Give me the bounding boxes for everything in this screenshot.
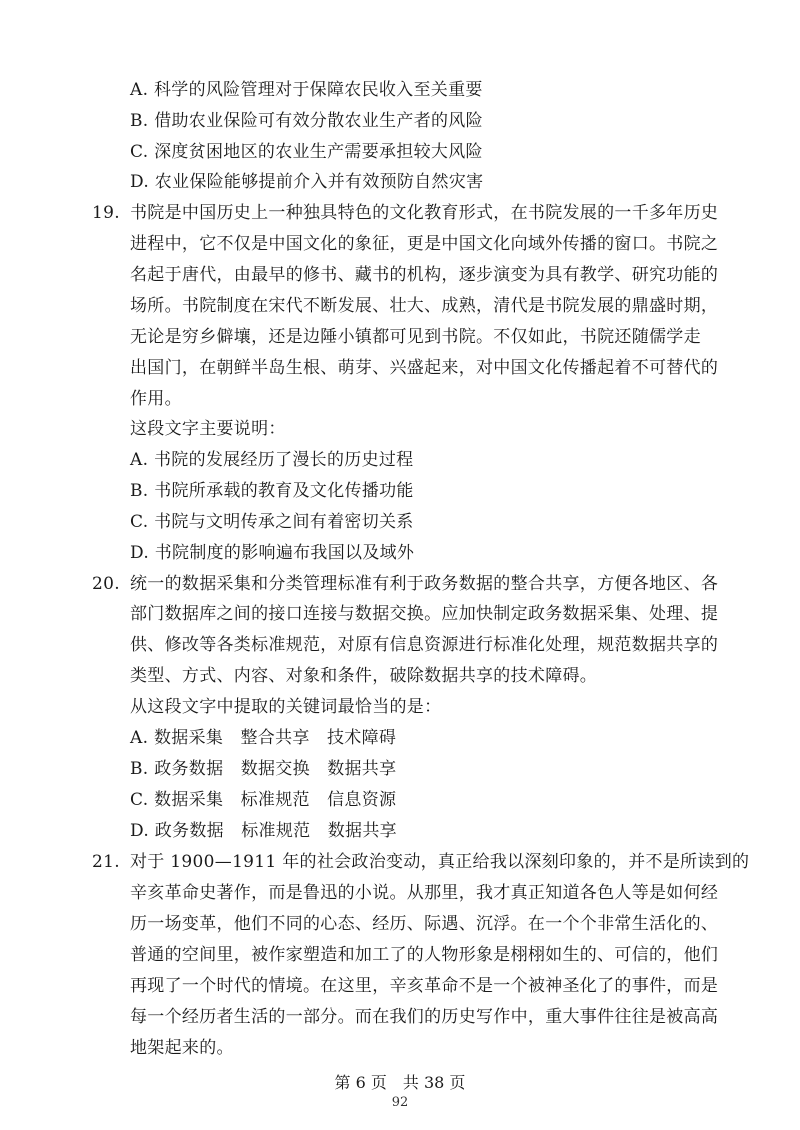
q20-option-a: A. 数据采集 整合共享 技术障碍 bbox=[130, 728, 397, 748]
q21-number: 21. bbox=[92, 852, 120, 872]
q20-text-line: 供、修改等各类标准规范，对原有信息资源进行标准化处理，规范数据共享的 bbox=[130, 635, 719, 655]
q20-option-c: C. 数据采集 标准规范 信息资源 bbox=[130, 790, 397, 810]
q19-text-line: 名起于唐代，由最早的修书、藏书的机构，逐步演变为具有教学、研究功能的 bbox=[130, 265, 719, 285]
q19-text-line: 进程中，它不仅是中国文化的象征，更是中国文化向域外传播的窗口。书院之 bbox=[130, 234, 719, 254]
q20-text-line: 类型、方式、内容、对象和条件，破除数据共享的技术障碍。 bbox=[130, 666, 598, 686]
q21-text-line: 地架起来的。 bbox=[130, 1038, 234, 1058]
q21-text-line: 对于 1900—1911 年的社会政治变动，真正给我以深刻印象的，并不是所读到的 bbox=[130, 852, 750, 872]
q21-text-line: 辛亥革命史著作，而是鲁迅的小说。从那里，我才真正知道各色人等是如何经 bbox=[130, 883, 719, 903]
q19-number: 19. bbox=[92, 203, 120, 223]
q20-text-line: 统一的数据采集和分类管理标准有利于政务数据的整合共享，方便各地区、各 bbox=[130, 574, 719, 594]
q19-text-line: 作用。 bbox=[130, 389, 182, 409]
q20-text-line: 部门数据库之间的接口连接与数据交换。应加快制定政务数据采集、处理、提 bbox=[130, 604, 719, 624]
q21-text-line: 再现了一个时代的情境。在这里，辛亥革命不是一个被神圣化了的事件，而是 bbox=[130, 976, 719, 996]
q18-option-c: C. 深度贫困地区的农业生产需要承担较大风险 bbox=[130, 142, 483, 162]
q20-option-b: B. 政务数据 数据交换 数据共享 bbox=[130, 759, 397, 779]
q19-text-line: 书院是中国历史上一种独具特色的文化教育形式，在书院发展的一千多年历史 bbox=[130, 203, 719, 223]
q21-text-line: 历一场变革，他们不同的心态、经历、际遇、沉浮。在一个个非常生活化的、 bbox=[130, 914, 719, 934]
q19-text-line: 出国门，在朝鲜半岛生根、萌芽、兴盛起来，对中国文化传播起着不可替代的 bbox=[130, 358, 719, 378]
q19-text-line: 场所。书院制度在宋代不断发展、壮大、成熟，清代是书院发展的鼎盛时期， bbox=[130, 296, 719, 316]
q19-option-a: A. 书院的发展经历了漫长的历史过程 bbox=[130, 450, 414, 470]
q19-option-c: C. 书院与文明传承之间有着密切关系 bbox=[130, 512, 414, 532]
q19-option-d: D. 书院制度的影响遍布我国以及域外 bbox=[130, 543, 415, 563]
q18-option-b: B. 借助农业保险可有效分散农业生产者的风险 bbox=[130, 111, 483, 131]
q20-number: 20. bbox=[92, 574, 120, 594]
q18-option-a: A. 科学的风险管理对于保障农民收入至关重要 bbox=[130, 80, 483, 100]
q19-prompt: 这段文字主要说明： bbox=[130, 419, 286, 439]
q20-option-d: D. 政务数据 标准规范 数据共享 bbox=[130, 821, 397, 841]
sheet-number: 92 bbox=[391, 1095, 409, 1110]
q18-option-d: D. 农业保险能够提前介入并有效预防自然灾害 bbox=[130, 172, 484, 192]
q19-text-line: 无论是穷乡僻壤，还是边陲小镇都可见到书院。不仅如此，书院还随儒学走 bbox=[130, 327, 701, 347]
q21-text-line: 每一个经历者生活的一部分。而在我们的历史写作中，重大事件往往是被高高 bbox=[130, 1007, 719, 1027]
page-number-label: 第 6 页 共 38 页 bbox=[334, 1073, 466, 1092]
q20-prompt: 从这段文字中提取的关键词最恰当的是： bbox=[130, 697, 442, 717]
q21-text-line: 普通的空间里，被作家塑造和加工了的人物形象是栩栩如生的、可信的，他们 bbox=[130, 945, 719, 965]
q19-option-b: B. 书院所承载的教育及文化传播功能 bbox=[130, 481, 414, 501]
